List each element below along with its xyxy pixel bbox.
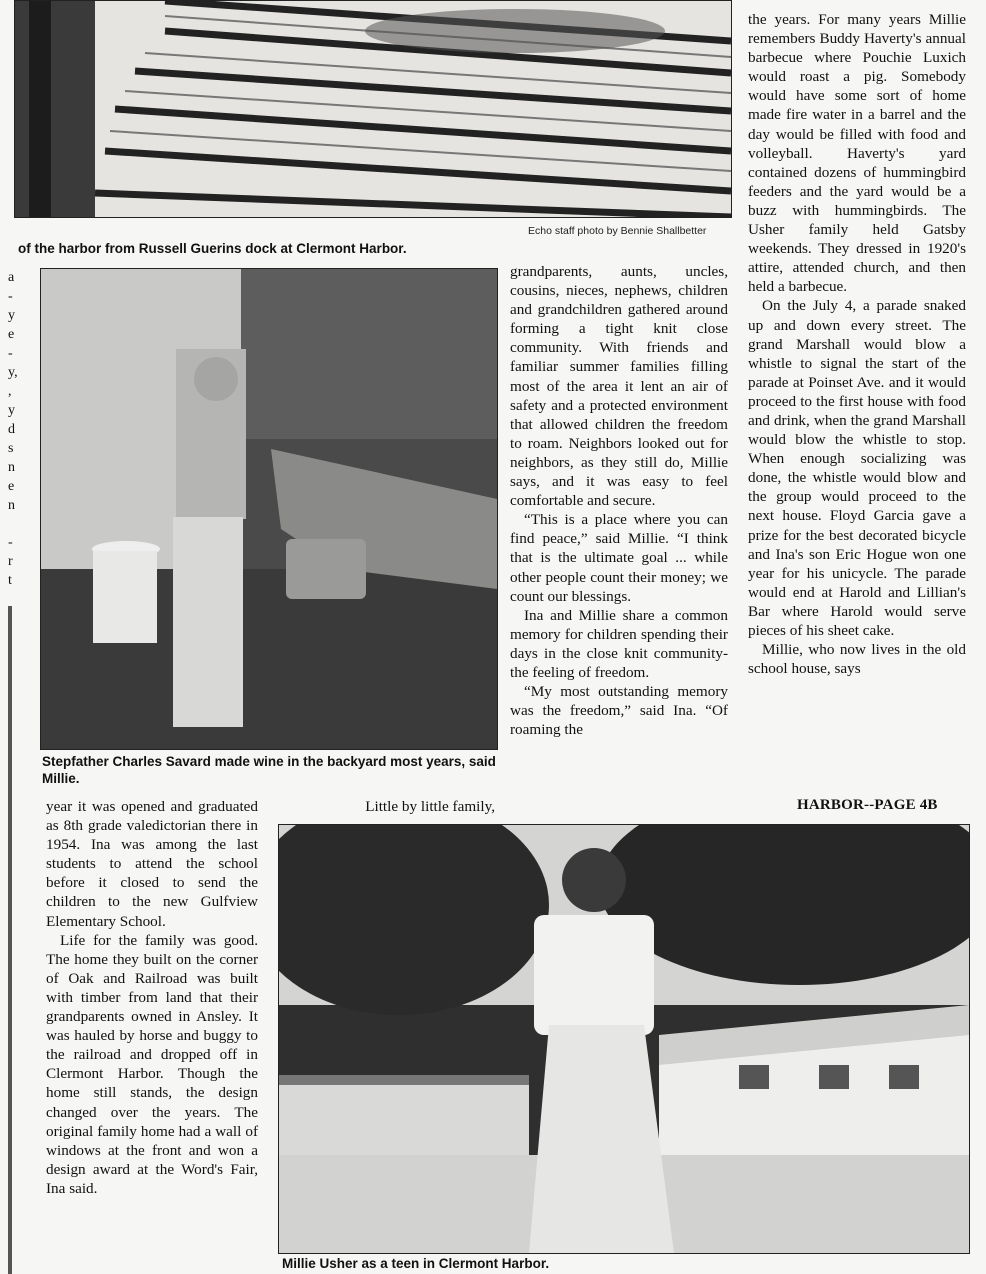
- photo-credit: Echo staff photo by Bennie Shallbetter: [528, 225, 707, 237]
- left-paragraph: Life for the family was good. The home they built on the corner of Oak and Railroad was built with timber from land that their grandparents owned in Ansley. It was hauled by horse and buggy to the railroad and dropped off in Clermont Harbor. Though the home still stands, the design changed over the years. The original family home had a wall of windows at the front and won a design award at the Word's Fair, Ina said.: [46, 931, 258, 1197]
- left-paragraph: year it was opened and graduated as 8th grade valedictorian there in 1954. Ina was among the last students to attend the school before it closed to send the children to the new Gulfview Elementary School.: [46, 798, 258, 930]
- jump-line: HARBOR--PAGE 4B: [797, 797, 938, 813]
- right-paragraph: On the July 4, a parade snaked up and down every street. The grand Marshall would blow a whistle to signal the start of the parade at Poinset Ave. and it would proceed to the first house with food and drink, when the grand Marshall would blow the whistle to stop. When enough socializing was done, the whistle would blow and the group would proceed to the next house. Floyd Garcia gave a prize for the best decorated bicycle and Ina's son Eric Hogue won one year for his unicycle. The parade would end at Harold and Lillian's Bar where Harold would serve pieces of his sheet cake.: [748, 297, 966, 639]
- right-paragraph: the years. For many years Millie remembers Buddy Haverty's annual barbecue where Pouchie Luxich would roast a pig. Somebody would have some sort of home made fire water in a barrel and the day would be filled with food and volleyball. Haverty's yard contained dozens of hummingbird feeders and the yard would be a buzz with hummingbirds. The Usher family held Gatsby weekends. They dressed in 1920's attire, attended church, and then held a barbecue.: [748, 11, 966, 296]
- right-paragraph: Millie, who now lives in the old school house, says: [748, 641, 966, 678]
- millie-image: [279, 825, 969, 1253]
- top-photo-caption: of the harbor from Russell Guerins dock at Clermont Harbor.: [18, 241, 407, 256]
- left-margin-fragments: a - y e - y, , y d s n e n - r t: [8, 270, 18, 588]
- middle-paragraph: grandparents, aunts, uncles, cousins, nieces, nephews, children and grandchildren gathered around forming a tight knit close community. With friends and familiar summer families filling most of the area it lent an air of safety and a protected environment that allowed children the freedom to roam. Neighbors looked out for neighbors, as they still do, Millie says, and it was easy to feel comfortable and secure.: [510, 263, 728, 510]
- middle-column-text: [510, 262, 728, 739]
- millie-photo-caption: Millie Usher as a teen in Clermont Harbor.: [282, 1256, 550, 1271]
- top-dock-photo: [14, 0, 732, 218]
- dock-boards-image: [15, 1, 731, 217]
- left-margin-rule: [8, 606, 12, 1274]
- backyard-wine-photo: [40, 268, 498, 750]
- middle-paragraph: “This is a place where you can find peace,” said Millie. “I think that is the ultimate goal ... while other people count their money; we count our blessings.: [510, 511, 728, 605]
- millie-teen-photo: [278, 824, 970, 1254]
- left-bottom-column-text: [46, 797, 258, 1198]
- backyard-image: [41, 269, 497, 749]
- little-by-little-text: Little by little family,: [365, 798, 495, 815]
- backyard-photo-caption: Stepfather Charles Savard made wine in the backyard most years, said Millie.: [42, 754, 496, 786]
- middle-paragraph: “My most outstanding memory was the freedom,” said Ina. “Of roaming the: [510, 683, 728, 739]
- right-column-text: [748, 10, 966, 678]
- middle-paragraph: Ina and Millie share a common memory for children spending their days in the close knit community-the feeling of freedom.: [510, 606, 728, 681]
